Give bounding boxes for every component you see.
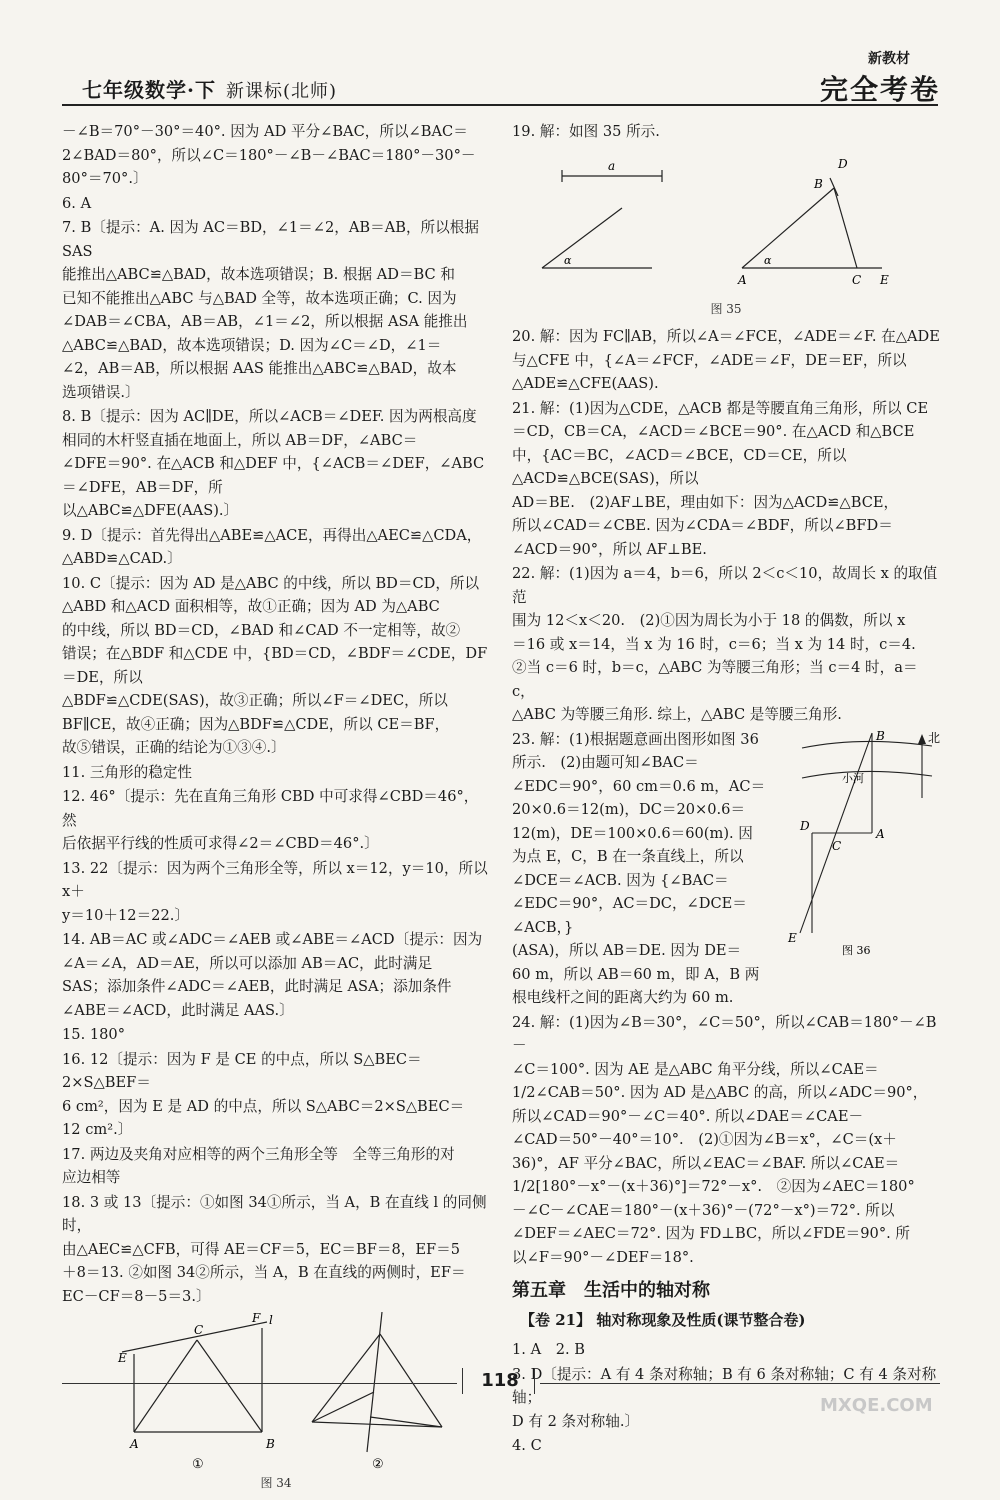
- fig36-label-E: E: [788, 930, 797, 945]
- text-line: 能推出△ABC≌△BAD，故本选项错误；B. 根据 AD＝BC 和: [62, 266, 455, 283]
- text-line: 由△AEC≌△CFB，可得 AE＝CF＝5，EC＝BF＝8，EF＝5: [62, 1240, 461, 1258]
- left-column: [62, 120, 490, 1500]
- answer-14: [62, 928, 490, 1022]
- text-line: ∠DAB＝∠CBA，AB＝AB，∠1＝∠2，所以根据 ASA 能推出: [62, 313, 468, 330]
- text-line: 1/2∠CAB＝50°. 因为 AD 是△ABC 的高，所以∠ADC＝90°，: [512, 1084, 928, 1101]
- section-answer-4: 4. C: [512, 1437, 542, 1454]
- answer-10: [62, 572, 490, 760]
- text-line: ＝16 或 x＝14，当 x 为 16 时，c＝6；当 x 为 14 时，c＝4.: [512, 635, 916, 653]
- text-line: 中，{AC＝BC，∠ACD＝∠BCE，CD＝CE，所以△ACD≌△BCE(SAS)，所以: [512, 446, 847, 487]
- text-line: 为点 E，C，B 在一条直线上，所以: [512, 848, 744, 865]
- text-line: 根电线杆之间的距离大约为 60 m.: [512, 989, 734, 1006]
- text-line: ∠DFE＝90°. 在△ACB 和△DEF 中，{∠ACB＝∠DEF，∠ABC＝∠DFE，AB＝DF，所: [62, 455, 485, 496]
- text-line: 24. 解：(1)因为∠B＝30°，∠C＝50°，所以∠CAB＝180°－∠B－: [512, 1013, 937, 1054]
- text-line: 17. 两边及夹角对应相等的两个三角形全等 全等三角形的对: [62, 1145, 455, 1163]
- text-line: 故⑤错误，正确的结论为①③④.〕: [62, 739, 286, 756]
- text-line: △BDF≌△CDE(SAS)，故③正确；所以∠F＝∠DEC，所以: [62, 692, 448, 709]
- fig36-label-C: C: [832, 838, 842, 853]
- section-title: 【卷 21】 轴对称现象及性质(课节整合卷): [520, 1310, 806, 1329]
- answer-9: [62, 524, 490, 571]
- fig35-label-alpha-1: α: [564, 253, 572, 267]
- fig34-label-F: F: [252, 1312, 261, 1325]
- text-line: ∠EDC＝90°，60 cm＝0.6 m，AC＝: [512, 777, 766, 795]
- figure-36-diagram: [782, 728, 940, 958]
- text-line: ∠DCE＝∠ACB. 因为 {∠BAC＝∠EDC＝90°，AC＝DC，∠DCE＝∠ACB，}: [512, 871, 747, 936]
- text-line: 以∠F＝90°－∠DEF＝18°.: [512, 1248, 694, 1266]
- text-line: ②当 c＝6 时，b＝c，△ABC 为等腰三角形；当 c＝4 时，a＝c，: [512, 659, 918, 700]
- answer-11: 11. 三角形的稳定性: [62, 763, 193, 781]
- answer-13: [62, 857, 490, 928]
- text-line: ∠2，AB＝AB，所以根据 AAS 能推出△ABC≌△BAD，故本: [62, 360, 457, 377]
- fig34-label-E: E: [118, 1351, 127, 1365]
- text-line: 6 cm²，因为 E 是 AD 的中点，所以 S△ABC＝2×S△BEC＝: [62, 1097, 465, 1115]
- text-line: 18. 3 或 13〔提示：①如图 34①所示，当 A，B 在直线 l 的同侧时，: [62, 1193, 487, 1234]
- text-line: 9. D〔提示：首先得出△ABE≌△ACE，再得出△AEC≌△CDA，: [62, 526, 482, 544]
- text-line: 的中线，所以 BD＝CD，∠BAD 和∠CAD 不一定相等，故②: [62, 621, 461, 639]
- page-number: 118: [481, 1370, 519, 1391]
- figure-35: [512, 148, 940, 322]
- answer-8: [62, 405, 490, 523]
- text-line: 所以∠CAD＝∠CBE. 因为∠CDA＝∠BDF，所以∠BFD＝: [512, 517, 893, 534]
- answer-continued: [62, 120, 490, 191]
- page-number-bar-left: [462, 1368, 463, 1394]
- fig36-label-north: 北: [928, 730, 940, 745]
- text-line: ∠ABE＝∠ACD，此时满足 AAS.〕: [62, 1001, 294, 1019]
- answer-18: [62, 1191, 490, 1309]
- answer-24: [512, 1011, 940, 1270]
- text-line: 2∠BAD＝80°，所以∠C＝180°－∠B－∠BAC＝180°－30°－: [62, 146, 476, 164]
- text-line: －∠B＝70°－30°＝40°. 因为 AD 平分∠BAC，所以∠BAC＝: [62, 123, 468, 140]
- text-line: ∠C＝100°. 因为 AE 是△ABC 角平分线，所以∠CAE＝: [512, 1060, 879, 1078]
- fig35-label-alpha-2: α: [764, 253, 772, 267]
- text-line: △ABD≌△CAD.〕: [62, 550, 182, 567]
- fig34-label-A: A: [130, 1437, 139, 1451]
- text-line: BF∥CE，故④正确；因为△BDF≌△CDE，所以 CE＝BF，: [62, 715, 450, 733]
- text-line: 围为 12＜x＜20. (2)①因为周长为小于 18 的偶数，所以 x: [512, 612, 906, 629]
- text-line: △ABD 和△ACD 面积相等，故①正确；因为 AD 为△ABC: [62, 598, 440, 615]
- answer-21: [512, 397, 940, 562]
- fig35-label-a: a: [608, 158, 616, 173]
- fig35-label-D: D: [838, 156, 848, 171]
- right-column: [512, 120, 940, 1459]
- figure-35-caption: 图 35: [710, 301, 742, 316]
- text-line: 1/2[180°－x°－(x＋36)°]＝72°－x°. ②因为∠AEC＝180°: [512, 1178, 915, 1195]
- answer-15: 15. 180°: [62, 1026, 125, 1043]
- fig34-sub-1: ①: [192, 1457, 204, 1472]
- text-line: EC－CF＝8－5＝3.〕: [62, 1287, 211, 1305]
- text-line: ∠DEF＝∠AEC＝72°. 因为 FD⊥BC，所以∠FDE＝90°. 所: [512, 1225, 910, 1242]
- text-line: 8. B〔提示：因为 AC∥DE，所以∠ACB＝∠DEF. 因为两根高度: [62, 408, 477, 425]
- text-line: 60 m，所以 AB＝60 m，即 A，B 两: [512, 965, 760, 983]
- text-line: ＝CD，CB＝CA，∠ACD＝∠BCE＝90°. 在△ACD 和△BCE: [512, 423, 915, 440]
- text-line: 20×0.6＝12(m)，DC＝20×0.6＝: [512, 801, 746, 818]
- figure-35-diagram: [512, 148, 940, 298]
- text-line: 13. 22〔提示：因为两个三角形全等，所以 x＝12，y＝10，所以 x＋: [62, 859, 488, 900]
- page-header: [62, 51, 940, 106]
- brand-logo: 完全考卷: [819, 73, 940, 106]
- text-line: －∠C－∠CAE＝180°－(x＋36)°－(72°－x°)＝72°. 所以: [512, 1201, 895, 1219]
- fig35-label-C: C: [852, 272, 862, 287]
- footer-rule-right: [540, 1383, 940, 1384]
- text-line: ＋8＝13. ②如图 34②所示，当 A，B 在直线的两侧时，EF＝: [62, 1264, 466, 1281]
- text-line: ∠ACD＝90°，所以 AF⊥BE.: [512, 540, 707, 558]
- answer-22: [512, 562, 940, 727]
- fig34-sub-2: ②: [372, 1457, 384, 1472]
- text-line: 错误；在△BDF 和△CDE 中，{BD＝CD，∠BDF＝∠CDE，DF＝DE，所以: [62, 645, 488, 686]
- text-line: 23. 解：(1)根据题意画出图形如图 36: [512, 730, 759, 748]
- text-line: 14. AB＝AC 或∠ADC＝∠AEB 或∠ABE＝∠ACD〔提示：因为: [62, 931, 483, 948]
- text-line: ∠CAD＝50°－40°＝10°. (2)①因为∠B＝x°，∠C＝(x＋: [512, 1131, 897, 1148]
- answer-12: [62, 785, 490, 856]
- fig36-label-river: 小河: [842, 771, 864, 785]
- text-line: 所示. (2)由题可知∠BAC＝: [512, 754, 699, 771]
- fig36-label-B: B: [876, 728, 885, 743]
- fig35-label-A: A: [738, 272, 747, 287]
- text-line: 36)°，AF 平分∠BAC，所以∠EAC＝∠BAF. 所以∠CAE＝: [512, 1154, 900, 1172]
- text-line: 21. 解：(1)因为△CDE，△ACB 都是等腰直角三角形，所以 CE: [512, 399, 929, 417]
- chapter-title: 第五章 生活中的轴对称: [512, 1280, 710, 1301]
- page-number-bar-right: [534, 1368, 535, 1394]
- text-line: 3. D〔提示：A 有 4 条对称轴；B 有 6 条对称轴；C 有 4 条对称轴；: [512, 1365, 937, 1406]
- fig35-label-B: B: [814, 176, 823, 191]
- answer-7: [62, 216, 490, 404]
- fig34-label-C: C: [194, 1323, 204, 1337]
- fig36-label-D: D: [800, 818, 810, 833]
- text-line: 7. B〔提示：A. 因为 AC＝BD，∠1＝∠2，AB＝AB，所以根据 SAS: [62, 219, 479, 260]
- header-rule: [62, 104, 938, 106]
- footer-rule-left: [62, 1383, 457, 1384]
- fig34-label-B: B: [266, 1437, 275, 1451]
- answer-6: 6. A: [62, 194, 92, 212]
- text-line: 已知不能推出△ABC 与△BAD 全等，故本选项正确；C. 因为: [62, 289, 457, 307]
- text-line: 16. 12〔提示：因为 F 是 CE 的中点，所以 S△BEC＝2×S△BEF＝: [62, 1050, 422, 1091]
- text-line: (ASA)，所以 AB＝DE. 因为 DE＝: [512, 942, 742, 959]
- text-line: AD＝BE. (2)AF⊥BE，理由如下：因为△ACD≌△BCE，: [512, 493, 899, 511]
- text-line: △ABC≌△BAD，故本选项错误；D. 因为∠C＝∠D，∠1＝: [62, 336, 442, 354]
- text-line: △ABC 为等腰三角形. 综上，△ABC 是等腰三角形.: [512, 706, 842, 723]
- figure-34: [62, 1312, 490, 1496]
- text-line: ∠A＝∠A，AD＝AE，所以可以添加 AB＝AC，此时满足: [62, 954, 433, 972]
- text-line: D 有 2 条对称轴.〕: [512, 1412, 640, 1430]
- text-line: 应边相等: [62, 1169, 121, 1186]
- fig36-label-A: A: [876, 826, 885, 841]
- text-line: 与△CFE 中，{∠A＝∠FCF，∠ADE＝∠F，DE＝EF，所以△ADE≌△CFE(AAS).: [512, 351, 907, 392]
- text-line: 22. 解：(1)因为 a＝4，b＝6，所以 2＜c＜10，故周长 x 的取值范: [512, 565, 938, 606]
- fig35-label-E: E: [880, 272, 889, 287]
- section-answer-1-2: 1. A 2. B: [512, 1341, 585, 1358]
- text-line: y＝10＋12＝22.〕: [62, 906, 189, 924]
- text-line: 12 cm².〕: [62, 1121, 133, 1138]
- text-line: 80°＝70°.〕: [62, 170, 148, 187]
- answer-23: [512, 728, 940, 1010]
- text-line: 20. 解：因为 FC∥AB，所以∠A＝∠FCE，∠ADE＝∠F. 在△ADE: [512, 328, 940, 345]
- book-title: 七年级数学·下: [82, 78, 216, 102]
- brand-subtitle: 新教材: [868, 51, 910, 67]
- watermark: MXQE.COM: [820, 1395, 933, 1416]
- answer-17: [62, 1143, 490, 1190]
- text-line: 12(m)，DE＝100×0.6＝60(m). 因: [512, 824, 753, 842]
- fig34-label-l: l: [269, 1313, 273, 1327]
- book-edition: 新课标(北师): [225, 81, 338, 102]
- text-line: 12. 46°〔提示：先在直角三角形 CBD 中可求得∠CBD＝46°，然: [62, 788, 479, 829]
- answer-20: [512, 325, 940, 396]
- figure-34-caption: 图 34: [260, 1476, 292, 1490]
- text-line: 所以∠CAD＝90°－∠C＝40°. 所以∠DAE＝∠CAE－: [512, 1107, 864, 1125]
- figure-34-diagram: [62, 1312, 490, 1472]
- text-line: 10. C〔提示：因为 AD 是△ABC 的中线，所以 BD＝CD，所以: [62, 574, 480, 592]
- answer-19: 19. 解：如图 35 所示.: [512, 123, 660, 140]
- fig36-caption: 图 36: [842, 943, 871, 957]
- text-line: 以△ABC≌△DFE(AAS).〕: [62, 502, 239, 519]
- header-title: [82, 74, 337, 103]
- text-line: 后依据平行线的性质可求得∠2＝∠CBD＝46°.〕: [62, 835, 379, 852]
- answer-16: [62, 1048, 490, 1142]
- text-line: SAS；添加条件∠ADC＝∠AEB，此时满足 ASA；添加条件: [62, 978, 452, 995]
- text-line: 相同的木杆竖直插在地面上，所以 AB＝DF，∠ABC＝: [62, 431, 418, 449]
- text-line: 选项错误.〕: [62, 383, 140, 401]
